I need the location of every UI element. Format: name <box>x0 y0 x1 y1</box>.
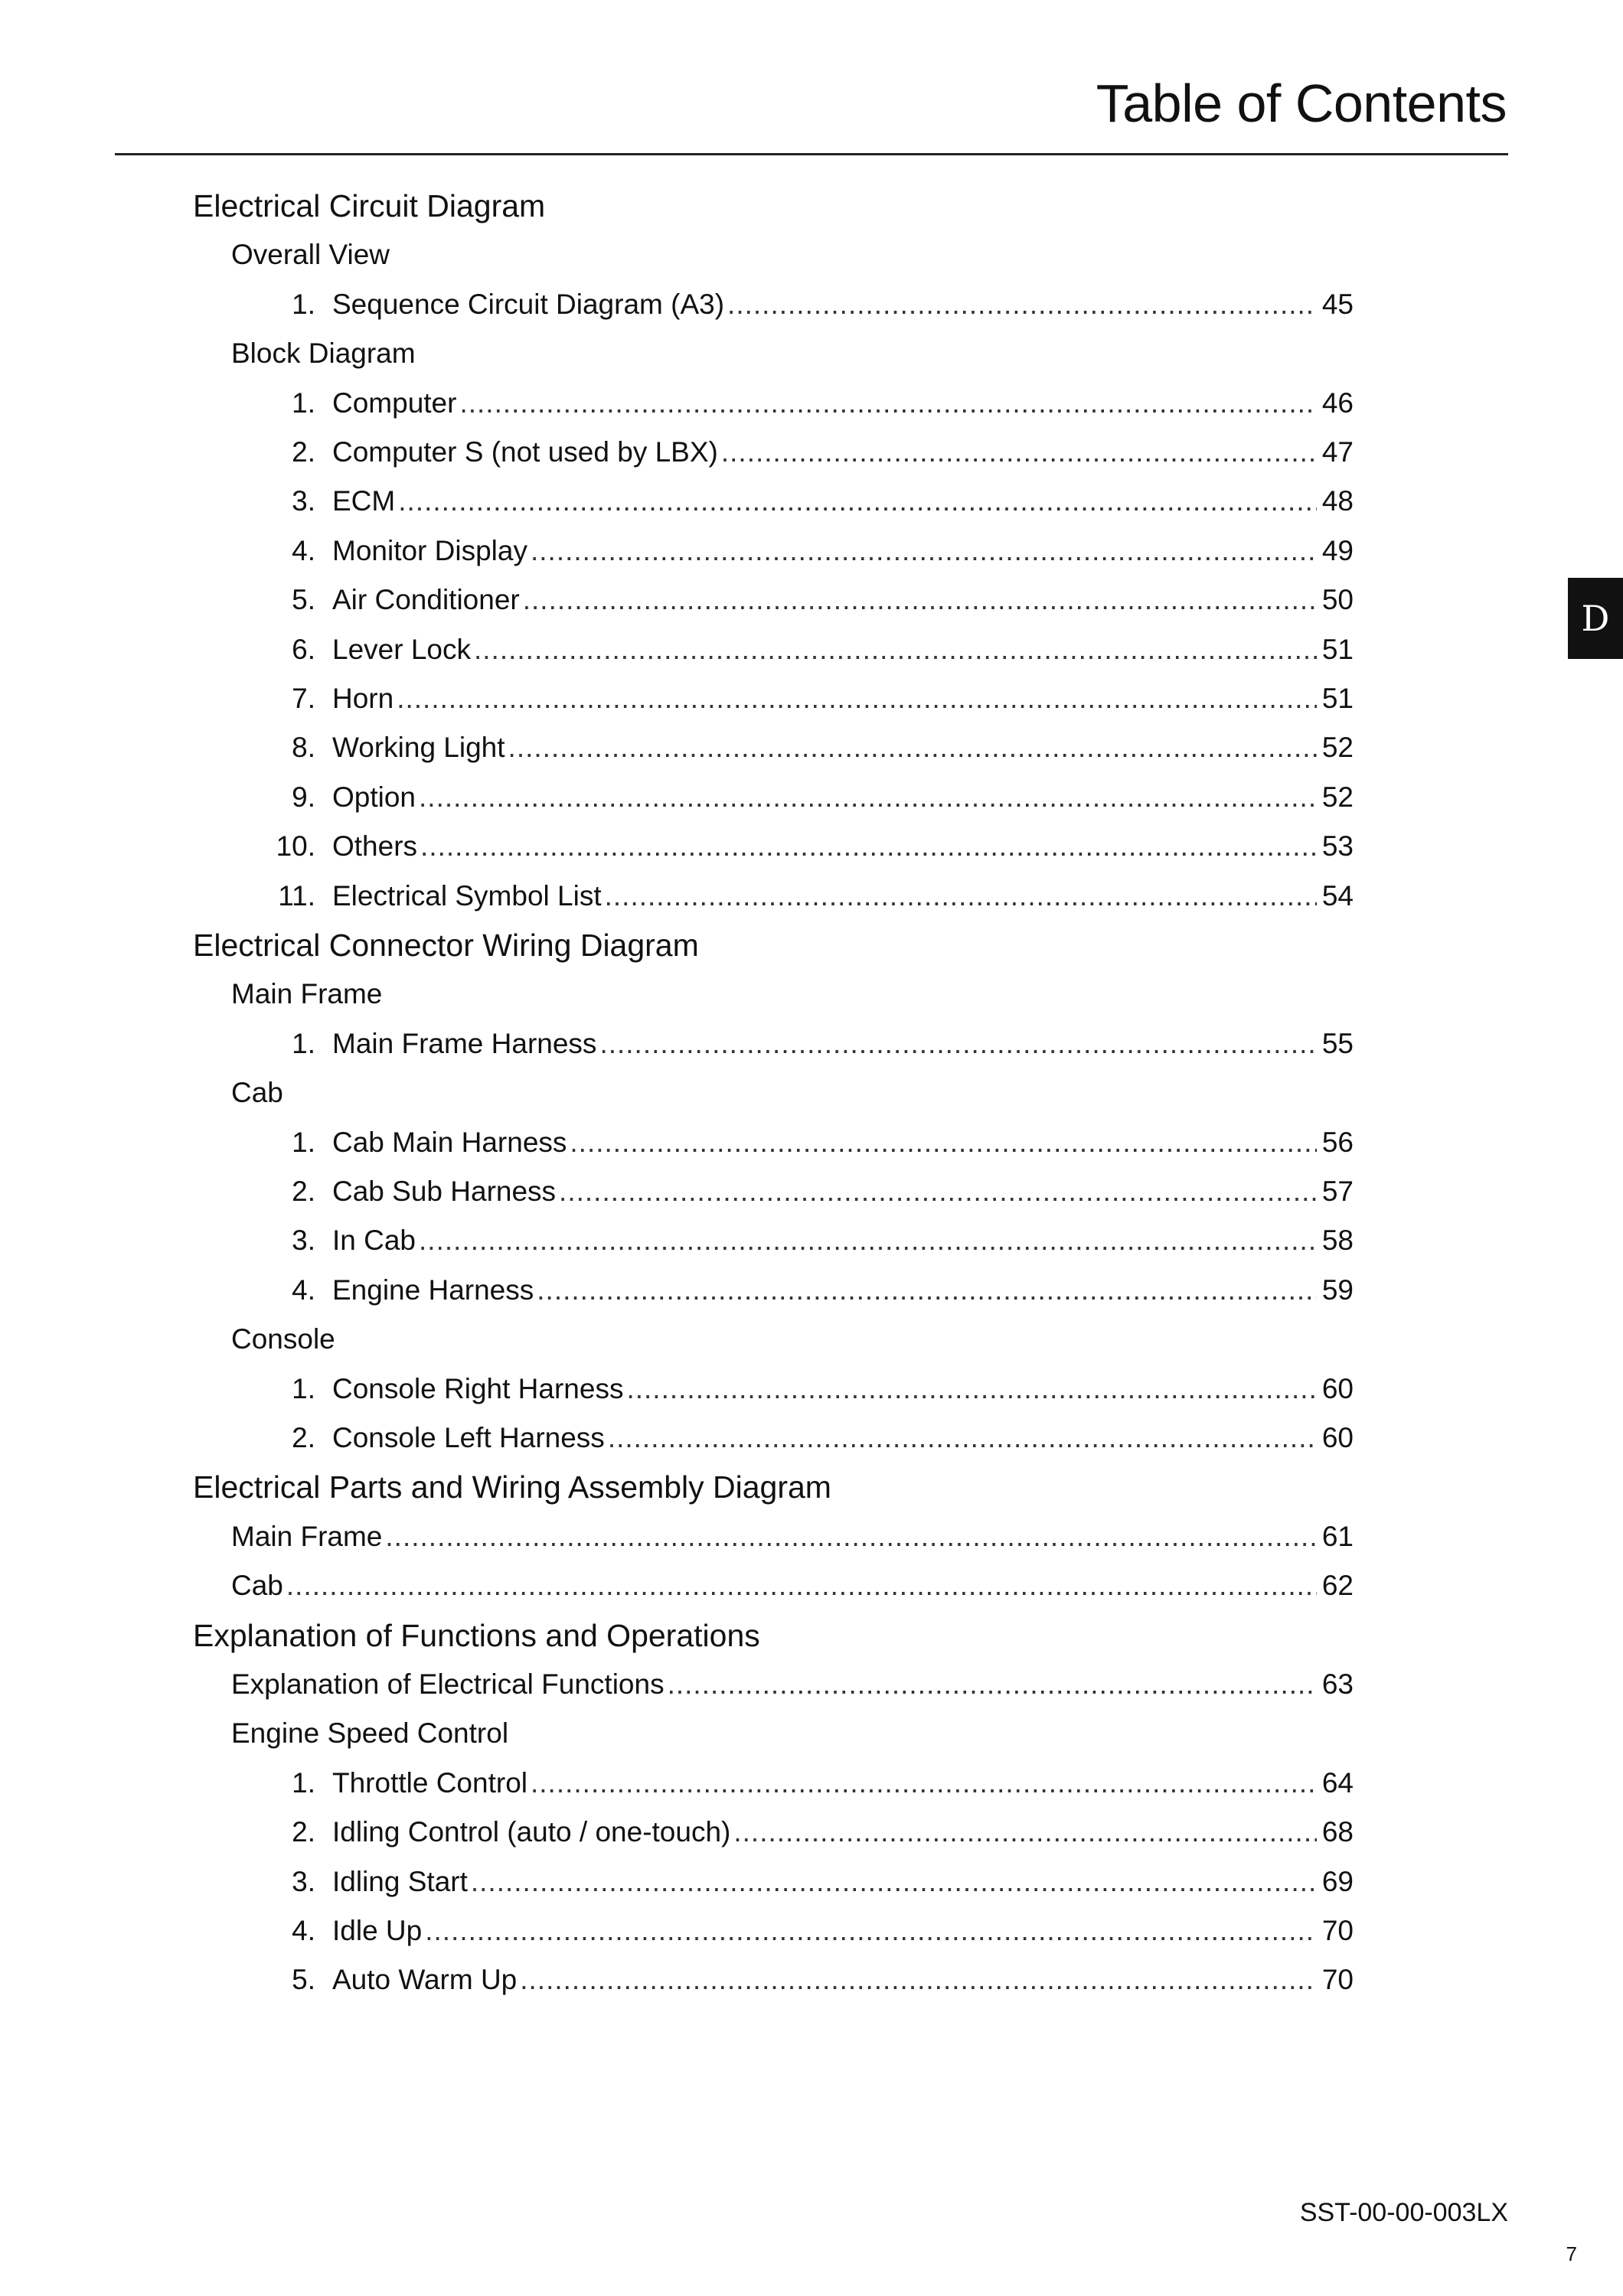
toc-entry-label: Air Conditioner <box>332 584 520 616</box>
toc-section-heading <box>193 928 699 963</box>
toc-page-number: 49 <box>1321 534 1354 566</box>
toc-entry[interactable] <box>269 435 1354 470</box>
dot-leader <box>474 632 1317 667</box>
toc-page-number: 63 <box>1321 1668 1354 1700</box>
toc-entry-label: Auto Warm Up <box>332 1964 518 1996</box>
toc-entry-label: Computer <box>332 386 457 419</box>
toc-entry[interactable] <box>269 879 1354 914</box>
page-number: 7 <box>1566 2242 1577 2265</box>
toc-page-number: 53 <box>1321 830 1354 863</box>
dot-leader <box>605 879 1317 914</box>
title-divider <box>115 153 1508 155</box>
toc-page-number: 64 <box>1321 1766 1354 1799</box>
page-title: Table of Contents <box>1096 73 1507 133</box>
document-code: SST-00-00-003LX <box>1299 2198 1508 2227</box>
toc-entry[interactable] <box>231 1667 1354 1702</box>
dot-leader <box>471 1864 1317 1900</box>
toc-page-number: 48 <box>1321 485 1354 517</box>
toc-entry[interactable] <box>269 730 1354 765</box>
section-tab-letter: D <box>1581 598 1610 639</box>
toc-entry[interactable] <box>269 1864 1354 1900</box>
toc-page-number: 70 <box>1321 1915 1354 1946</box>
toc-subsection-heading <box>231 977 382 1012</box>
toc-entry-number: 3. <box>292 1865 315 1897</box>
toc-entry[interactable] <box>269 1815 1354 1850</box>
toc-entry-label: In Cab <box>332 1225 416 1257</box>
dot-leader <box>459 386 1317 421</box>
toc-entry-number: 5. <box>292 1964 315 1996</box>
toc-entry[interactable] <box>269 632 1354 667</box>
toc-entry-label: Cab Main Harness <box>332 1126 567 1158</box>
toc-subsection-title: Main Frame <box>231 1520 383 1552</box>
toc-entry[interactable] <box>269 1125 1354 1160</box>
toc-entry-number: 4. <box>292 1915 315 1946</box>
toc-entry-label: Console Right Harness <box>332 1372 624 1404</box>
dot-leader <box>286 1568 1317 1603</box>
dot-leader <box>721 435 1317 470</box>
dot-leader <box>559 1174 1317 1209</box>
toc-entry[interactable] <box>269 1913 1354 1949</box>
dot-leader <box>668 1667 1317 1702</box>
toc-subsection-title: Explanation of Electrical Functions <box>231 1668 665 1700</box>
toc-entry[interactable] <box>269 1026 1354 1062</box>
dot-leader <box>508 730 1317 765</box>
toc-subsection-title: Block Diagram <box>231 338 416 370</box>
toc-entry-label: Main Frame Harness <box>332 1027 597 1059</box>
toc-subsection-heading <box>231 237 390 272</box>
toc-entry-label: Throttle Control <box>332 1766 527 1799</box>
toc-subsection-title: Overall View <box>231 239 390 271</box>
toc-entry-number: 1. <box>292 386 315 419</box>
toc-page-number: 60 <box>1321 1422 1354 1453</box>
toc-page-number: 45 <box>1321 288 1354 320</box>
toc-entry[interactable] <box>269 582 1354 618</box>
toc-entry-label: Idling Start <box>332 1865 468 1897</box>
toc-page-number: 55 <box>1321 1027 1354 1059</box>
dot-leader <box>727 287 1317 322</box>
toc-entry-label: ECM <box>332 485 396 517</box>
section-tab[interactable] <box>1568 578 1623 659</box>
toc-entry-number: 6. <box>292 633 315 665</box>
toc-entry[interactable] <box>269 681 1354 716</box>
toc-page-number: 61 <box>1321 1520 1354 1552</box>
dot-leader <box>419 780 1317 815</box>
toc-subsection-title: Engine Speed Control <box>231 1717 509 1750</box>
toc-entry-label: Console Left Harness <box>332 1422 605 1453</box>
toc-entry-number: 2. <box>292 1176 315 1207</box>
toc-entry-number: 3. <box>292 485 315 517</box>
toc-page-number: 59 <box>1321 1274 1354 1306</box>
dot-leader <box>419 1223 1317 1258</box>
toc-entry-number: 7. <box>292 683 315 714</box>
dot-leader <box>398 484 1317 519</box>
dot-leader <box>608 1420 1317 1456</box>
toc-entry[interactable] <box>269 533 1354 569</box>
dot-leader <box>531 533 1317 569</box>
toc-subsection-heading <box>231 1716 508 1751</box>
toc-entry-number: 5. <box>292 584 315 616</box>
toc-entry-label: Others <box>332 830 418 863</box>
toc-page-number: 52 <box>1321 732 1354 764</box>
toc-page-number: 52 <box>1321 781 1354 813</box>
toc-entry-label: Monitor Display <box>332 534 527 566</box>
toc-entry[interactable] <box>269 1766 1354 1801</box>
toc-entry-number: 2. <box>292 1816 315 1848</box>
toc-entry-label: Idling Control (auto / one-touch) <box>332 1816 731 1848</box>
dot-leader <box>425 1913 1317 1949</box>
toc-entry-number: 4. <box>292 1274 315 1306</box>
toc-subsection-heading <box>231 1322 335 1357</box>
toc-entry-number: 8. <box>292 732 315 764</box>
toc-entry[interactable] <box>269 780 1354 815</box>
dot-leader <box>531 1766 1317 1801</box>
toc-page-number: 50 <box>1321 584 1354 616</box>
toc-entry[interactable] <box>231 1519 1354 1554</box>
toc-entry-label: Electrical Symbol List <box>332 879 602 912</box>
toc-entry-label: Cab Sub Harness <box>332 1176 557 1207</box>
toc-entry-number: 9. <box>292 781 315 813</box>
dot-leader <box>570 1125 1317 1160</box>
toc-entry-number: 4. <box>292 534 315 566</box>
toc-page-number: 47 <box>1321 436 1354 468</box>
toc-entry[interactable] <box>269 287 1354 322</box>
toc-entry[interactable] <box>269 484 1354 519</box>
toc-subsection-heading <box>231 1075 283 1110</box>
toc-entry-label: Engine Harness <box>332 1274 534 1306</box>
toc-page-number: 54 <box>1321 879 1354 912</box>
toc-entry-number: 2. <box>292 436 315 468</box>
toc-entry-label: Idle Up <box>332 1915 423 1946</box>
toc-section-title: Electrical Parts and Wiring Assembly Diagram <box>193 1469 831 1505</box>
toc-entry-number: 2. <box>292 1422 315 1453</box>
toc-page-number: 51 <box>1321 633 1354 665</box>
toc-entry-number: 1. <box>292 1126 315 1158</box>
toc-entry[interactable] <box>231 1568 1354 1603</box>
toc-entry-label: Computer S (not used by LBX) <box>332 436 718 468</box>
dot-leader <box>626 1371 1317 1407</box>
dot-leader <box>599 1026 1317 1062</box>
toc-section-title: Electrical Connector Wiring Diagram <box>193 928 699 963</box>
dot-leader <box>733 1815 1317 1850</box>
dot-leader <box>420 829 1317 864</box>
toc-page-number: 57 <box>1321 1176 1354 1207</box>
toc-entry[interactable] <box>269 1962 1354 1998</box>
toc-entry[interactable] <box>269 386 1354 421</box>
toc-page-number: 68 <box>1321 1816 1354 1848</box>
toc-entry-number: 3. <box>292 1225 315 1257</box>
toc-section-title: Electrical Circuit Diagram <box>193 188 546 223</box>
toc-page-number: 46 <box>1321 386 1354 419</box>
toc-entry-number: 1. <box>292 1372 315 1404</box>
toc-section-heading <box>193 1618 760 1653</box>
toc-page-number: 62 <box>1321 1570 1354 1602</box>
toc-entry-label: Sequence Circuit Diagram (A3) <box>332 288 725 320</box>
toc-entry-label: Option <box>332 781 416 813</box>
toc-entry-number: 11. <box>278 879 315 912</box>
toc-entry-label: Lever Lock <box>332 633 471 665</box>
toc-page-number: 70 <box>1321 1964 1354 1996</box>
toc-entry[interactable] <box>269 1420 1354 1456</box>
toc-subsection-title: Console <box>231 1323 335 1355</box>
toc-section-title: Explanation of Functions and Operations <box>193 1617 760 1653</box>
toc-page-number: 56 <box>1321 1126 1354 1158</box>
toc-page-number: 51 <box>1321 683 1354 714</box>
toc-entry-number: 1. <box>292 1027 315 1059</box>
toc-subsection-title: Main Frame <box>231 978 383 1010</box>
toc-entry[interactable] <box>269 1174 1354 1209</box>
toc-entry-number: 10. <box>276 830 315 863</box>
toc-section-heading <box>193 188 545 223</box>
toc-entry-number: 1. <box>292 1766 315 1799</box>
toc-entry-label: Horn <box>332 683 394 714</box>
toc-section-heading <box>193 1469 831 1505</box>
dot-leader <box>537 1273 1317 1308</box>
dot-leader <box>397 681 1317 716</box>
toc-entry[interactable] <box>269 1273 1354 1308</box>
toc-entry[interactable] <box>269 1223 1354 1258</box>
toc-entry-label: Working Light <box>332 732 505 764</box>
toc-entry[interactable] <box>269 829 1354 864</box>
dot-leader <box>523 582 1317 618</box>
toc-page-number: 58 <box>1321 1225 1354 1257</box>
toc-subsection-title: Cab <box>231 1077 283 1109</box>
toc-page-number: 69 <box>1321 1865 1354 1897</box>
dot-leader <box>385 1519 1317 1554</box>
toc-page-number: 60 <box>1321 1372 1354 1404</box>
toc-entry-number: 1. <box>292 288 315 320</box>
toc-subsection-title: Cab <box>231 1570 283 1602</box>
toc-subsection-heading <box>231 336 416 371</box>
toc-entry[interactable] <box>269 1371 1354 1407</box>
dot-leader <box>520 1962 1317 1998</box>
